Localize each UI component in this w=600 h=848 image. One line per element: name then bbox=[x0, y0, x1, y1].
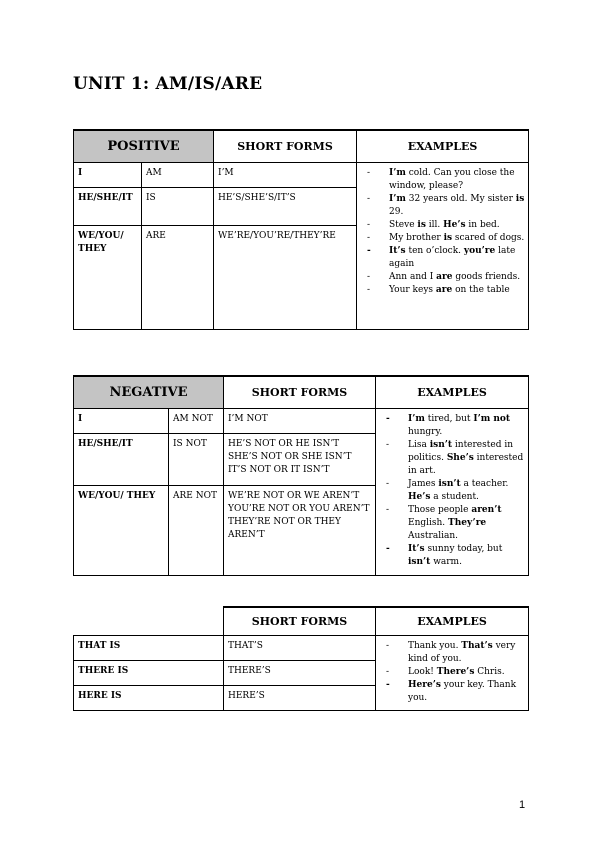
example-item bbox=[382, 679, 525, 705]
example-bold-text: I’m bbox=[408, 413, 425, 424]
short-form-cell bbox=[214, 225, 357, 329]
short-form-cell bbox=[214, 162, 357, 187]
example-item bbox=[363, 167, 525, 193]
dash-bullet: - bbox=[367, 245, 371, 256]
short-form-cell: THAT’S bbox=[224, 635, 376, 660]
example-bold-text: isn’t bbox=[429, 439, 453, 450]
example-text: scared of dogs. bbox=[452, 232, 525, 243]
subject-cell: HE/SHE/IT bbox=[74, 433, 169, 485]
example-text: a student. bbox=[430, 491, 479, 502]
verb-cell: IS NOT bbox=[169, 433, 224, 485]
example-bold-text: There’s bbox=[436, 666, 475, 677]
short-forms-header: SHORT FORMS bbox=[214, 130, 357, 162]
example-text: James bbox=[408, 478, 439, 489]
negative-header: NEGATIVE bbox=[74, 376, 224, 408]
example-bold-text: It’s bbox=[408, 543, 425, 554]
empty-header bbox=[74, 607, 224, 635]
example-bold-text: is bbox=[417, 219, 426, 230]
examples-cell bbox=[376, 635, 529, 710]
example-text: ill. bbox=[425, 219, 444, 230]
example-text: on the table bbox=[452, 284, 510, 295]
short-form-line: I’M NOT bbox=[228, 413, 268, 424]
verb-cell: AM bbox=[142, 162, 214, 187]
short-form-line: SHE’S NOT OR SHE ISN’T bbox=[228, 451, 352, 462]
example-text: ten o’clock. bbox=[405, 245, 464, 256]
short-forms-header: SHORT FORMS bbox=[224, 376, 376, 408]
short-forms-header: SHORT FORMS bbox=[224, 607, 376, 635]
example-bold-text: I’m bbox=[389, 167, 406, 178]
example-text: goods friends. bbox=[452, 271, 521, 282]
dash-bullet: - bbox=[367, 232, 371, 243]
example-bold-text: She’s bbox=[446, 452, 474, 463]
dash-bullet: - bbox=[386, 640, 390, 651]
example-text: interested in politics. bbox=[408, 439, 513, 463]
example-item bbox=[382, 478, 525, 504]
short-form-line: WE’RE NOT OR WE AREN’T bbox=[228, 490, 360, 501]
example-bold-text: isn’t bbox=[438, 478, 461, 489]
example-text: 32 years old. My sister bbox=[405, 193, 516, 204]
example-text: interested in art. bbox=[408, 452, 524, 476]
short-form-line: THEY’RE NOT OR THEY AREN’T bbox=[228, 516, 341, 540]
dash-bullet: - bbox=[367, 193, 371, 204]
example-text: in bed. bbox=[465, 219, 500, 230]
verb-cell: ARE bbox=[142, 225, 214, 329]
example-item bbox=[363, 193, 525, 219]
example-item bbox=[363, 271, 525, 284]
subject-cell: I bbox=[74, 408, 169, 433]
example-item bbox=[363, 284, 525, 297]
example-bold-text: He’s bbox=[443, 219, 466, 230]
examples-header: EXAMPLES bbox=[376, 376, 529, 408]
dash-bullet: - bbox=[386, 413, 390, 424]
examples-cell bbox=[376, 408, 529, 575]
example-bold-text: isn’t bbox=[408, 556, 431, 567]
examples-list bbox=[363, 167, 525, 297]
positive-header: POSITIVE bbox=[74, 130, 214, 162]
short-form-cell bbox=[214, 187, 357, 225]
example-bold-text: is bbox=[515, 193, 525, 204]
example-text: your key. Thank you. bbox=[408, 679, 517, 703]
verb-cell: IS bbox=[142, 187, 214, 225]
subject-cell: THERE IS bbox=[74, 660, 224, 685]
example-text: English. bbox=[408, 517, 449, 528]
short-form-line: YOU’RE NOT OR YOU AREN’T bbox=[228, 503, 370, 514]
example-text: hungry. bbox=[408, 426, 443, 437]
short-form-cell: THERE’S bbox=[224, 660, 376, 685]
subject-cell: HERE IS bbox=[74, 685, 224, 710]
example-bold-text: It’s bbox=[389, 245, 406, 256]
example-text: Look! bbox=[408, 666, 437, 677]
dash-bullet: - bbox=[386, 666, 390, 677]
example-bold-text: They’re bbox=[448, 517, 487, 528]
short-form-line: WE’RE/YOU’RE/THEY’RE bbox=[218, 230, 336, 241]
subject-cell: I bbox=[74, 162, 142, 187]
dash-bullet: - bbox=[367, 284, 371, 295]
example-text: My brother bbox=[389, 232, 444, 243]
example-text: a teacher. bbox=[460, 478, 509, 489]
examples-header: EXAMPLES bbox=[357, 130, 529, 162]
page-number: 1 bbox=[519, 799, 526, 811]
example-bold-text: That’s bbox=[461, 640, 493, 651]
example-bold-text: I’m not bbox=[473, 413, 511, 424]
dash-bullet: - bbox=[367, 167, 371, 178]
example-text: Chris. bbox=[474, 666, 505, 677]
subject-cell: THAT IS bbox=[74, 635, 224, 660]
subject-cell: HE/SHE/IT bbox=[74, 187, 142, 225]
example-bold-text: I’m bbox=[389, 193, 406, 204]
example-item bbox=[363, 219, 525, 232]
examples-list bbox=[382, 640, 525, 705]
dash-bullet: - bbox=[386, 439, 390, 450]
example-bold-text: are bbox=[436, 271, 453, 282]
short-form-cell: HERE’S bbox=[224, 685, 376, 710]
examples-cell bbox=[357, 162, 529, 329]
examples-header: EXAMPLES bbox=[376, 607, 529, 635]
examples-list bbox=[382, 413, 525, 569]
negative-table bbox=[73, 375, 529, 576]
example-item bbox=[363, 245, 525, 271]
other-forms-table bbox=[73, 606, 529, 711]
example-item bbox=[382, 439, 525, 478]
example-text: Steve bbox=[389, 219, 418, 230]
example-bold-text: He’s bbox=[408, 491, 431, 502]
dash-bullet: - bbox=[386, 504, 390, 515]
example-text: Those people bbox=[408, 504, 472, 515]
dash-bullet: - bbox=[367, 219, 371, 230]
example-text: warm. bbox=[430, 556, 462, 567]
example-text: Your keys bbox=[389, 284, 436, 295]
verb-cell: AM NOT bbox=[169, 408, 224, 433]
subject-cell: WE/YOU/ THEY bbox=[74, 485, 169, 575]
example-item bbox=[382, 543, 525, 569]
example-text: cold. Can you close the window, please? bbox=[389, 167, 515, 191]
page-title: UNIT 1: AM/IS/ARE bbox=[73, 74, 263, 94]
example-bold-text: Here’s bbox=[408, 679, 441, 690]
example-item bbox=[382, 504, 525, 543]
example-text: very kind of you. bbox=[408, 640, 516, 664]
example-text: Lisa bbox=[408, 439, 430, 450]
example-text: 29. bbox=[389, 206, 404, 217]
short-form-cell bbox=[224, 485, 376, 575]
example-text: Australian. bbox=[408, 530, 458, 541]
short-form-cell bbox=[224, 433, 376, 485]
example-text: Ann and I bbox=[389, 271, 437, 282]
short-form-line: IT’S NOT OR IT ISN’T bbox=[228, 464, 330, 475]
verb-cell: ARE NOT bbox=[169, 485, 224, 575]
dash-bullet: - bbox=[367, 271, 371, 282]
example-text: sunny today, but bbox=[424, 543, 503, 554]
short-form-line: I’M bbox=[218, 167, 234, 178]
example-item bbox=[382, 413, 525, 439]
example-bold-text: aren’t bbox=[471, 504, 502, 515]
example-bold-text: is bbox=[443, 232, 453, 243]
example-item bbox=[382, 666, 525, 679]
dash-bullet: - bbox=[386, 478, 390, 489]
example-text: Thank you. bbox=[408, 640, 462, 651]
dash-bullet: - bbox=[386, 543, 390, 554]
short-form-cell bbox=[224, 408, 376, 433]
example-item bbox=[382, 640, 525, 666]
subject-cell: WE/YOU/ THEY bbox=[74, 225, 142, 329]
dash-bullet: - bbox=[386, 679, 390, 690]
example-bold-text: are bbox=[435, 284, 453, 295]
example-item bbox=[363, 232, 525, 245]
example-text: late again bbox=[389, 245, 516, 269]
short-form-line: HE’S/SHE’S/IT’S bbox=[218, 192, 296, 203]
example-text: tired, but bbox=[424, 413, 474, 424]
positive-table bbox=[73, 129, 529, 330]
example-bold-text: you’re bbox=[463, 245, 496, 256]
short-form-line: HE’S NOT OR HE ISN’T bbox=[228, 438, 340, 449]
